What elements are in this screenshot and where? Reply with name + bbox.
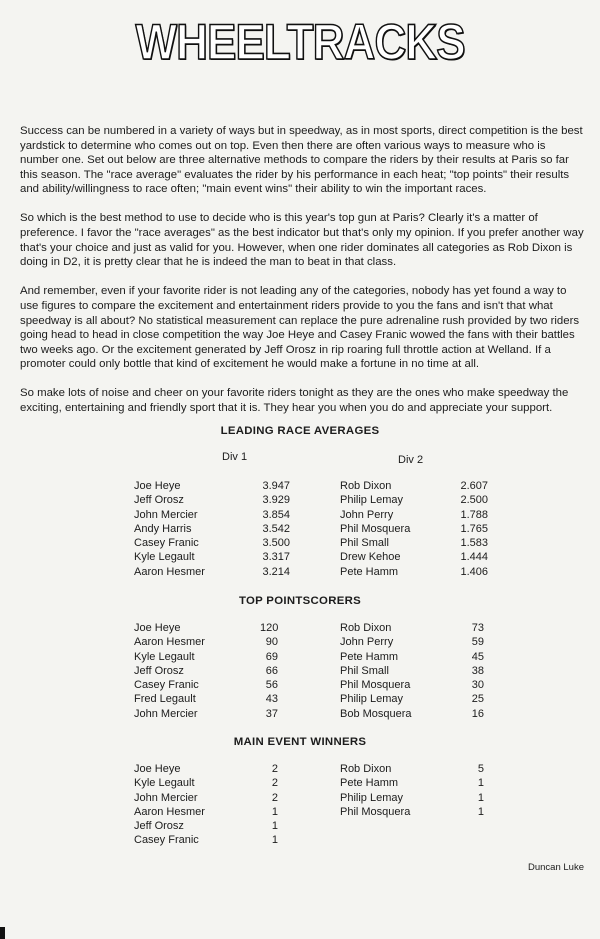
rider-stat: 45 — [471, 650, 484, 663]
rider-stat: 1 — [477, 777, 484, 790]
rider-row — [340, 791, 484, 805]
rider-stat: 2.607 — [460, 480, 488, 492]
points-div2-table — [340, 621, 484, 721]
rider-name: Aaron Hesmer — [134, 565, 205, 578]
rider-name: Rob Dixon — [340, 622, 392, 634]
rider-row — [134, 479, 290, 493]
rider-row — [134, 678, 278, 692]
rider-row — [340, 493, 488, 507]
article-paragraph: So make lots of noise and cheer on your favorite riders tonight as they are the ones who make speedway the exciting, entertaining and friendly sport that it is. They hear you when you do and appreciate your support. — [20, 387, 569, 414]
rider-name: Jeff Orosz — [134, 820, 184, 833]
rider-stat: 3.854 — [262, 508, 290, 521]
rider-name: Pete Hamm — [340, 650, 399, 663]
rider-row — [340, 635, 484, 649]
rider-name: Kyle Legault — [134, 650, 195, 663]
article-paragraph: And remember, even if your favorite rider is not leading any of the categories, nobody has yet found a way to use figures to compare the excitement and entertainment riders provide to you the fans and isn't that what speedway is all about? No statistical measurement can replace the pure adrenaline rush provided by two riders going head to head in close competition the way Joe Heye and Casey Franic wowed the fans with their battles two weeks ago. Or the excitement generated by Jeff Orosz in rip roaring full throttle action at Welland. If a promoter could only bottle that kind of excitement he would make a fortune in no time at all. — [20, 285, 580, 371]
rider-name: Drew Kehoe — [340, 551, 401, 564]
rider-stat: 3.542 — [262, 522, 290, 535]
rider-row — [134, 650, 278, 664]
rider-row — [134, 493, 290, 507]
masthead — [0, 14, 600, 70]
rider-row — [134, 508, 290, 522]
rider-name: Phil Mosquera — [340, 522, 411, 535]
rider-name: John Mercier — [134, 508, 198, 521]
rider-name: Pete Hamm — [340, 777, 399, 790]
rider-row — [340, 479, 488, 493]
rider-row — [340, 805, 484, 819]
rider-name: Phil Small — [340, 664, 389, 677]
rider-name: Jeff Orosz — [134, 664, 184, 677]
rider-stat: 43 — [265, 693, 278, 706]
averages-div1-table — [134, 479, 290, 579]
rider-name: Jeff Orosz — [134, 494, 184, 507]
rider-stat: 1 — [271, 805, 278, 818]
rider-name: John Mercier — [134, 791, 198, 804]
rider-row — [134, 565, 290, 579]
rider-name: Casey Franic — [134, 537, 199, 550]
rider-name: Casey Franic — [134, 679, 199, 692]
rider-stat: 30 — [471, 679, 484, 692]
rider-name: John Perry — [340, 508, 394, 521]
rider-stat: 1.444 — [460, 551, 488, 564]
rider-name: Rob Dixon — [340, 480, 392, 492]
rider-name: Phil Mosquera — [340, 679, 411, 692]
rider-row — [134, 664, 278, 678]
rider-row — [340, 565, 488, 579]
rider-row — [134, 692, 278, 706]
rider-name: Joe Heye — [134, 763, 181, 775]
rider-row — [134, 522, 290, 536]
rider-stat: 2.500 — [460, 494, 488, 507]
rider-stat: 2 — [271, 763, 278, 775]
rider-stat: 3.929 — [262, 494, 290, 507]
rider-row — [340, 621, 484, 635]
rider-stat: 1 — [271, 820, 278, 833]
rider-row — [134, 805, 278, 819]
averages-div2-table — [340, 479, 488, 579]
rider-stat: 16 — [471, 707, 484, 720]
rider-stat: 3.500 — [262, 537, 290, 550]
rider-name: Phil Mosquera — [340, 805, 411, 818]
div1-header: Div 1 — [222, 451, 248, 463]
rider-stat: 37 — [265, 707, 278, 720]
rider-row — [340, 550, 488, 564]
rider-stat: 66 — [265, 664, 278, 677]
page-edge-mark — [0, 927, 5, 939]
article-paragraph: So which is the best method to use to decide who is this year's top gun at Paris? Clearly it's a matter of preference. I favor the "race averages" as the best indicator but that's only my opinion. If you prefer another way that's your choice and just as valid for you. However, when one rider dominates all categories as Rob Dixon is doing in D2, it is pretty clear that he is indeed the man to beat in that class. — [20, 212, 584, 269]
rider-row — [134, 791, 278, 805]
rider-name: John Perry — [340, 636, 394, 649]
rider-row — [340, 692, 484, 706]
rider-stat: 3.317 — [262, 551, 290, 564]
winners-div1-table — [134, 762, 278, 848]
pointscorers-title: TOP POINTSCORERS — [238, 595, 362, 607]
rider-name: Philip Lemay — [340, 791, 403, 804]
rider-stat: 5 — [477, 763, 484, 775]
rider-stat: 25 — [471, 693, 484, 706]
rider-name: Kyle Legault — [134, 551, 195, 564]
author-signature: Duncan Luke — [528, 862, 584, 873]
rider-name: Joe Heye — [134, 622, 181, 634]
rider-stat: 3.214 — [262, 565, 290, 578]
rider-name: Rob Dixon — [340, 763, 392, 775]
rider-stat: 1.406 — [460, 565, 488, 578]
rider-row — [340, 650, 484, 664]
rider-stat: 1 — [477, 791, 484, 804]
rider-row — [340, 664, 484, 678]
rider-name: John Mercier — [134, 707, 198, 720]
rider-name: Fred Legault — [134, 693, 196, 706]
rider-row — [134, 776, 278, 790]
points-div1-table — [134, 621, 278, 721]
div2-header: Div 2 — [398, 454, 424, 466]
rider-row — [134, 707, 278, 721]
rider-row — [134, 819, 278, 833]
rider-name: Bob Mosquera — [340, 707, 412, 720]
winners-div2-table — [340, 762, 484, 819]
rider-stat: 1 — [477, 805, 484, 818]
rider-stat: 120 — [260, 622, 279, 634]
article-body — [20, 124, 584, 430]
rider-name: Pete Hamm — [340, 565, 399, 578]
rider-row — [340, 508, 488, 522]
rider-name: Joe Heye — [134, 480, 181, 492]
rider-name: Kyle Legault — [134, 777, 195, 790]
rider-name: Phil Small — [340, 537, 389, 550]
rider-stat: 73 — [471, 622, 484, 634]
rider-stat: 1.788 — [460, 508, 488, 521]
rider-stat: 56 — [265, 679, 278, 692]
rider-stat: 69 — [265, 650, 278, 663]
rider-name: Andy Harris — [134, 522, 192, 535]
rider-row — [340, 678, 484, 692]
article-paragraph: Success can be numbered in a variety of ways but in speedway, as in most sports, direct competition is the best yardstick to determine who comes out on top. Even then there are often various ways to measure who is number one. Set out below are three alternative methods to compare the riders by their results at Paris so far this season. The "race average" evaluates the rider by his performance in each heat; "top points" their results and ability/willingness to race often; "main event wins" their ability to win the important races. — [20, 125, 583, 196]
rider-stat: 2 — [271, 791, 278, 804]
rider-row — [340, 536, 488, 550]
averages-title: LEADING RACE AVERAGES — [220, 425, 380, 437]
masthead-title: WHEELTRACKS — [135, 14, 465, 70]
rider-row — [340, 707, 484, 721]
rider-row — [134, 635, 278, 649]
rider-row — [340, 522, 488, 536]
rider-row — [134, 536, 290, 550]
rider-stat: 1.583 — [460, 537, 488, 550]
rider-stat: 3.947 — [262, 480, 290, 492]
rider-row — [134, 550, 290, 564]
rider-row — [340, 776, 484, 790]
rider-stat: 59 — [471, 636, 484, 649]
rider-stat: 90 — [265, 636, 278, 649]
rider-name: Casey Franic — [134, 834, 199, 847]
rider-stat: 38 — [471, 664, 484, 677]
main-event-title: MAIN EVENT WINNERS — [233, 736, 367, 748]
rider-name: Aaron Hesmer — [134, 636, 205, 649]
rider-stat: 1 — [271, 834, 278, 847]
rider-row — [134, 762, 278, 776]
rider-row — [340, 762, 484, 776]
rider-name: Philip Lemay — [340, 494, 403, 507]
rider-row — [134, 833, 278, 847]
rider-name: Aaron Hesmer — [134, 805, 205, 818]
rider-name: Philip Lemay — [340, 693, 403, 706]
rider-stat: 2 — [271, 777, 278, 790]
rider-row — [134, 621, 278, 635]
rider-stat: 1.765 — [460, 522, 488, 535]
